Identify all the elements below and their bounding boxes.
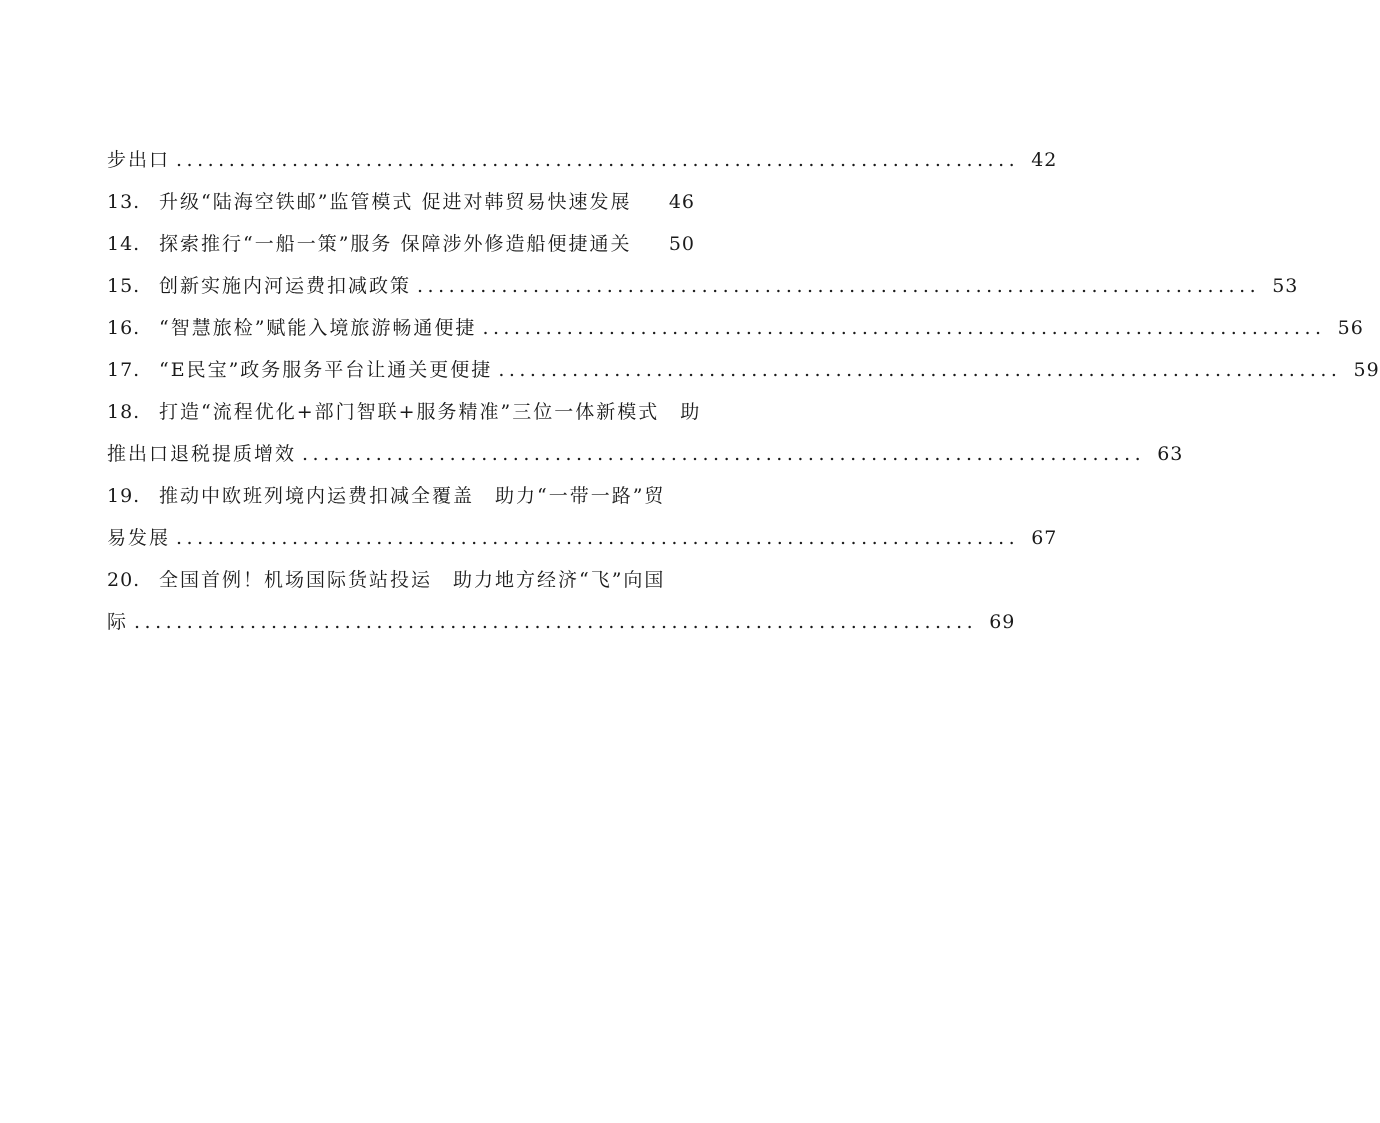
toc-page-number: 59 [1353, 359, 1380, 381]
toc-page-number: 46 [668, 191, 695, 213]
toc-entry-number: 18. [107, 401, 141, 423]
toc-entry-title: 探索推行“一船一策”服务 保障涉外修造船便捷通关 [159, 233, 632, 255]
toc-entry-title: 推出口退税提质增效 [107, 443, 297, 465]
toc-entry-title: 步出口 [107, 149, 171, 171]
toc-page-number: 63 [1157, 443, 1184, 465]
toc-entry-17[interactable] [107, 353, 1380, 387]
toc-page-number: 56 [1337, 317, 1364, 339]
toc-entry-title: 际 [107, 611, 129, 633]
toc-entry-12-continuation[interactable] [107, 143, 1058, 177]
toc-entry-number: 20. [107, 569, 141, 591]
toc-leader-dots: ................................................................................ [498, 359, 1342, 381]
toc-entry-16[interactable] [107, 311, 1364, 345]
toc-page-number: 69 [989, 611, 1016, 633]
toc-page-number: 53 [1272, 275, 1299, 297]
toc-entry-title: “E民宝”政务服务平台让通关更便捷 [159, 359, 493, 381]
toc-leader-dots: ................................................................................ [134, 611, 978, 633]
toc-leader-dots: ................................................................................ [176, 527, 1020, 549]
toc-entry-title: 升级“陆海空铁邮”监管模式 促进对韩贸易快速发展 [159, 191, 632, 213]
toc-entry-number: 13. [107, 191, 141, 213]
toc-entry-title: 全国首例！机场国际货站投运 助力地方经济“飞”向国 [159, 569, 666, 591]
toc-leader-dots: ................................................................................ [302, 443, 1146, 465]
toc-entry-19[interactable] [107, 479, 695, 513]
toc-entry-number: 16. [107, 317, 141, 339]
toc-entry-number: 15. [107, 275, 141, 297]
toc-entry-14[interactable] [107, 227, 695, 261]
toc-leader-dots: ................................................................................ [482, 317, 1326, 339]
toc-entry-13[interactable] [107, 185, 695, 219]
toc-entry-18[interactable] [107, 395, 702, 429]
toc-leader-dots: ................................................................................ [176, 149, 1020, 171]
toc-entry-20[interactable] [107, 563, 695, 597]
toc-entry-19-continuation[interactable] [107, 521, 1058, 555]
toc-entry-title: 易发展 [107, 527, 171, 549]
toc-entry-number: 19. [107, 485, 141, 507]
toc-entry-title: 推动中欧班列境内运费扣减全覆盖 助力“一带一路”贸 [159, 485, 666, 507]
toc-page-number: 67 [1031, 527, 1058, 549]
toc-leader-dots: ................................................................................ [417, 275, 1261, 297]
toc-page-number: 42 [1031, 149, 1058, 171]
toc-entry-title: “智慧旅检”赋能入境旅游畅通便捷 [159, 317, 477, 339]
toc-entry-20-continuation[interactable] [107, 605, 1016, 639]
toc-page-number: 50 [668, 233, 695, 255]
toc-entry-title: 打造“流程优化+部门智联+服务精准”三位一体新模式 助 [159, 401, 702, 423]
toc-entry-title: 创新实施内河运费扣减政策 [159, 275, 412, 297]
toc-entry-number: 14. [107, 233, 141, 255]
toc-entry-18-continuation[interactable] [107, 437, 1184, 471]
toc-entry-number: 17. [107, 359, 141, 381]
toc-entry-15[interactable] [107, 269, 1299, 303]
